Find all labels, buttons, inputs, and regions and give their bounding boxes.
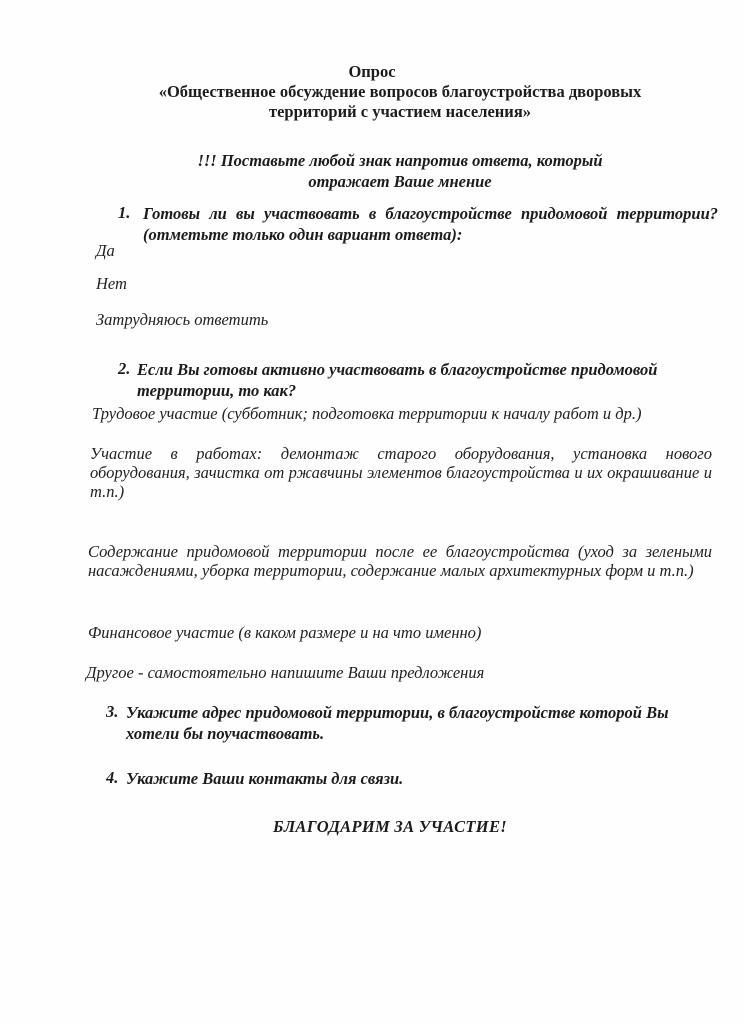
answer-option-no[interactable]: Нет [96,274,127,293]
answer-option-works[interactable]: Участие в работах: демонтаж старого оборудования, установка нового оборудования, зачистка от ржавчины элементов благоустройства и их окрашивание и т.п.) [90,444,712,501]
survey-subtitle-line-1: «Общественное обсуждение вопросов благоустройства дворовых [158,82,642,101]
survey-title: Опрос [348,62,396,81]
instruction-line-2: отражает Ваше мнение [308,172,492,191]
survey-subtitle-line-2: территорий с участием населения» [269,102,531,121]
question-text: Укажите Ваши контакты для связи. [126,769,404,788]
answer-option-undecided[interactable]: Затрудняюсь ответить [96,310,269,329]
answer-option-yes[interactable]: Да [96,241,115,260]
question-number: 1. [118,203,131,222]
question-number: 4. [106,768,119,787]
thanks-message: БЛАГОДАРИМ ЗА УЧАСТИЕ! [273,817,507,836]
answer-option-other[interactable]: Другое - самостоятельно напишите Ваши предложения [86,663,485,682]
question-number: 3. [106,702,119,721]
answer-option-labor[interactable]: Трудовое участие (субботник; подготовка территории к началу работ и др.) [92,404,642,423]
answer-option-maintenance[interactable]: Содержание придомовой территории после ее благоустройства (уход за зелеными насаждениями, уборка территории, содержание малых архитектурных форм и т.п.) [88,542,712,580]
answer-option-financial[interactable]: Финансовое участие (в каком размере и на что именно) [88,623,482,642]
question-number: 2. [118,359,131,378]
question-text: Укажите адрес придомовой территории, в благоустройстве которой Вы хотели бы поучаствовать. [126,703,669,743]
question-text: Если Вы готовы активно участвовать в благоустройстве придомовой территории, то как? [137,360,658,400]
question-text: Готовы ли вы участвовать в благоустройстве придомовой территории? (отметьте только один вариант ответа): [143,204,718,244]
instruction-line-1: !!! Поставьте любой знак напротив ответа, который [197,151,603,170]
